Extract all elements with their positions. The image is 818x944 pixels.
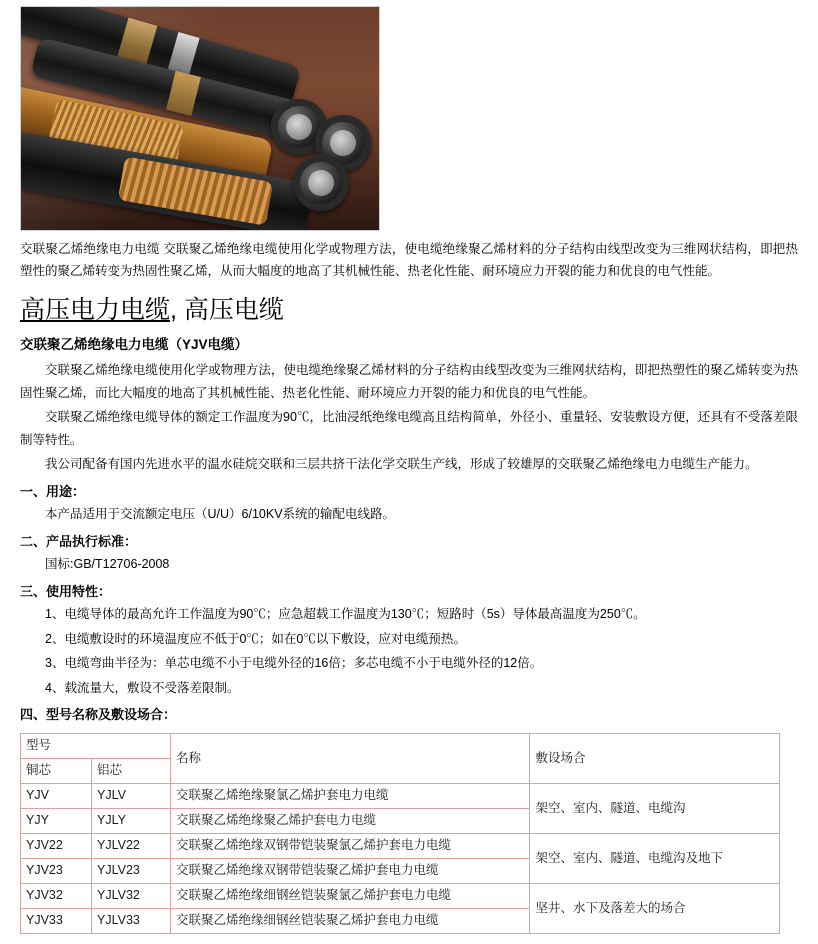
header-name: 名称: [171, 733, 530, 783]
product-photo: [20, 6, 380, 231]
table-row: [21, 783, 780, 808]
page-title: [20, 295, 798, 325]
cell-copper: YJV33: [21, 908, 92, 933]
section-item: 1、电缆导体的最高允许工作温度为90℃；应急超载工作温度为130℃；短路时（5s）导体最高温度为250℃。: [45, 607, 646, 621]
product-subtitle: 交联聚乙烯绝缘电力电缆（YJV电缆）: [20, 336, 249, 352]
header-type-group: 型号: [21, 733, 171, 758]
section-heading-models: 四、型号名称及敷设场合：: [20, 707, 177, 722]
section-item: 3、电缆弯曲半径为：单芯电缆不小于电缆外径的16倍；多芯电缆不小于电缆外径的12倍。: [45, 656, 543, 670]
cell-name: 交联聚乙烯绝缘细钢丝铠装聚氯乙烯护套电力电缆: [171, 883, 530, 908]
section-item: 国标:GB/T12706-2008: [45, 557, 170, 571]
cable-cross-section: [293, 155, 349, 211]
intro-paragraph: 交联聚乙烯绝缘电力电缆 交联聚乙烯绝缘电缆使用化学或物理方法，使电缆绝缘聚乙烯材料的分子结构由线型改变为三维网状结构，即把热塑性的聚乙烯转变为热固性聚乙烯，从而大幅度的地高了其机械性能、热老化性能、耐环境应力开裂的能力和优良的电气性能。: [20, 242, 798, 278]
section-heading-characteristics: 三、使用特性：: [20, 583, 112, 599]
header-aluminum: 铝芯: [92, 758, 171, 783]
page-title-underlined: 高压电力电缆: [20, 295, 171, 324]
document-page: [0, 6, 818, 934]
header-copper: 铜芯: [21, 758, 92, 783]
section-item: 本产品适用于交流额定电压（U/U）6/10KV系统的输配电线路。: [45, 507, 396, 521]
body-paragraph-2: 交联聚乙烯绝缘电缆导体的额定工作温度为90℃，比油浸纸绝缘电缆高且结构简单，外径小、重量轻、安装敷设方便，还具有不受落差限制等特性。: [20, 410, 798, 447]
models-table: [20, 733, 780, 934]
cell-aluminum: YJLY: [92, 808, 171, 833]
cell-usage: 架空、室内、隧道、电缆沟: [530, 783, 780, 833]
cable-band: [166, 71, 201, 116]
cell-name: 交联聚乙烯绝缘细钢丝铠装聚乙烯护套电力电缆: [171, 908, 530, 933]
cell-usage: 架空、室内、隧道、电缆沟及地下: [530, 833, 780, 883]
section-item: 2、电缆敷设时的环境温度应不低于0℃；如在0℃以下敷设，应对电缆预热。: [45, 631, 466, 646]
cell-name: 交联聚乙烯绝缘双钢带铠装聚氯乙烯护套电力电缆: [171, 833, 530, 858]
cell-aluminum: YJLV23: [92, 858, 171, 883]
cell-usage: 坚井、水下及落差大的场合: [530, 883, 780, 933]
page-title-rest: , 高压电缆: [170, 295, 284, 324]
cell-copper: YJV23: [21, 858, 92, 883]
cell-name: 交联聚乙烯绝缘双钢带铠装聚乙烯护套电力电缆: [171, 858, 530, 883]
section-heading-usage: 一、用途：: [20, 483, 86, 499]
cell-aluminum: YJLV: [92, 783, 171, 808]
table-row: [21, 883, 780, 908]
body-paragraph-1: 交联聚乙烯绝缘电缆使用化学或物理方法，使电缆绝缘聚乙烯材料的分子结构由线型改变为三维网状结构，即把热塑性的聚乙烯转变为热固性聚乙烯，而比大幅度的地高了其机械性能、热老化性能、耐环境应力开裂的能力和优良的电气性能。: [20, 363, 798, 400]
cell-aluminum: YJLV33: [92, 908, 171, 933]
body-paragraph-3: 我公司配备有国内先进水平的温水硅烷交联和三层共挤干法化学交联生产线，形成了较雄厚的交联聚乙烯绝缘电力电缆生产能力。: [45, 457, 758, 471]
cell-copper: YJV32: [21, 883, 92, 908]
table-row: [21, 833, 780, 858]
cell-aluminum: YJLV22: [92, 833, 171, 858]
cell-copper: YJY: [21, 808, 92, 833]
cell-aluminum: YJLV32: [92, 883, 171, 908]
cell-name: 交联聚乙烯绝缘聚氯乙烯护套电力电缆: [171, 783, 530, 808]
header-usage: 敷设场合: [530, 733, 780, 783]
section-item: 4、载流量大，敷设不受落差限制。: [45, 680, 240, 695]
cell-copper: YJV22: [21, 833, 92, 858]
cell-name: 交联聚乙烯绝缘聚乙烯护套电力电缆: [171, 808, 530, 833]
cell-copper: YJV: [21, 783, 92, 808]
section-heading-standard: 二、产品执行标准：: [20, 533, 138, 549]
table-header-row: [21, 733, 780, 758]
